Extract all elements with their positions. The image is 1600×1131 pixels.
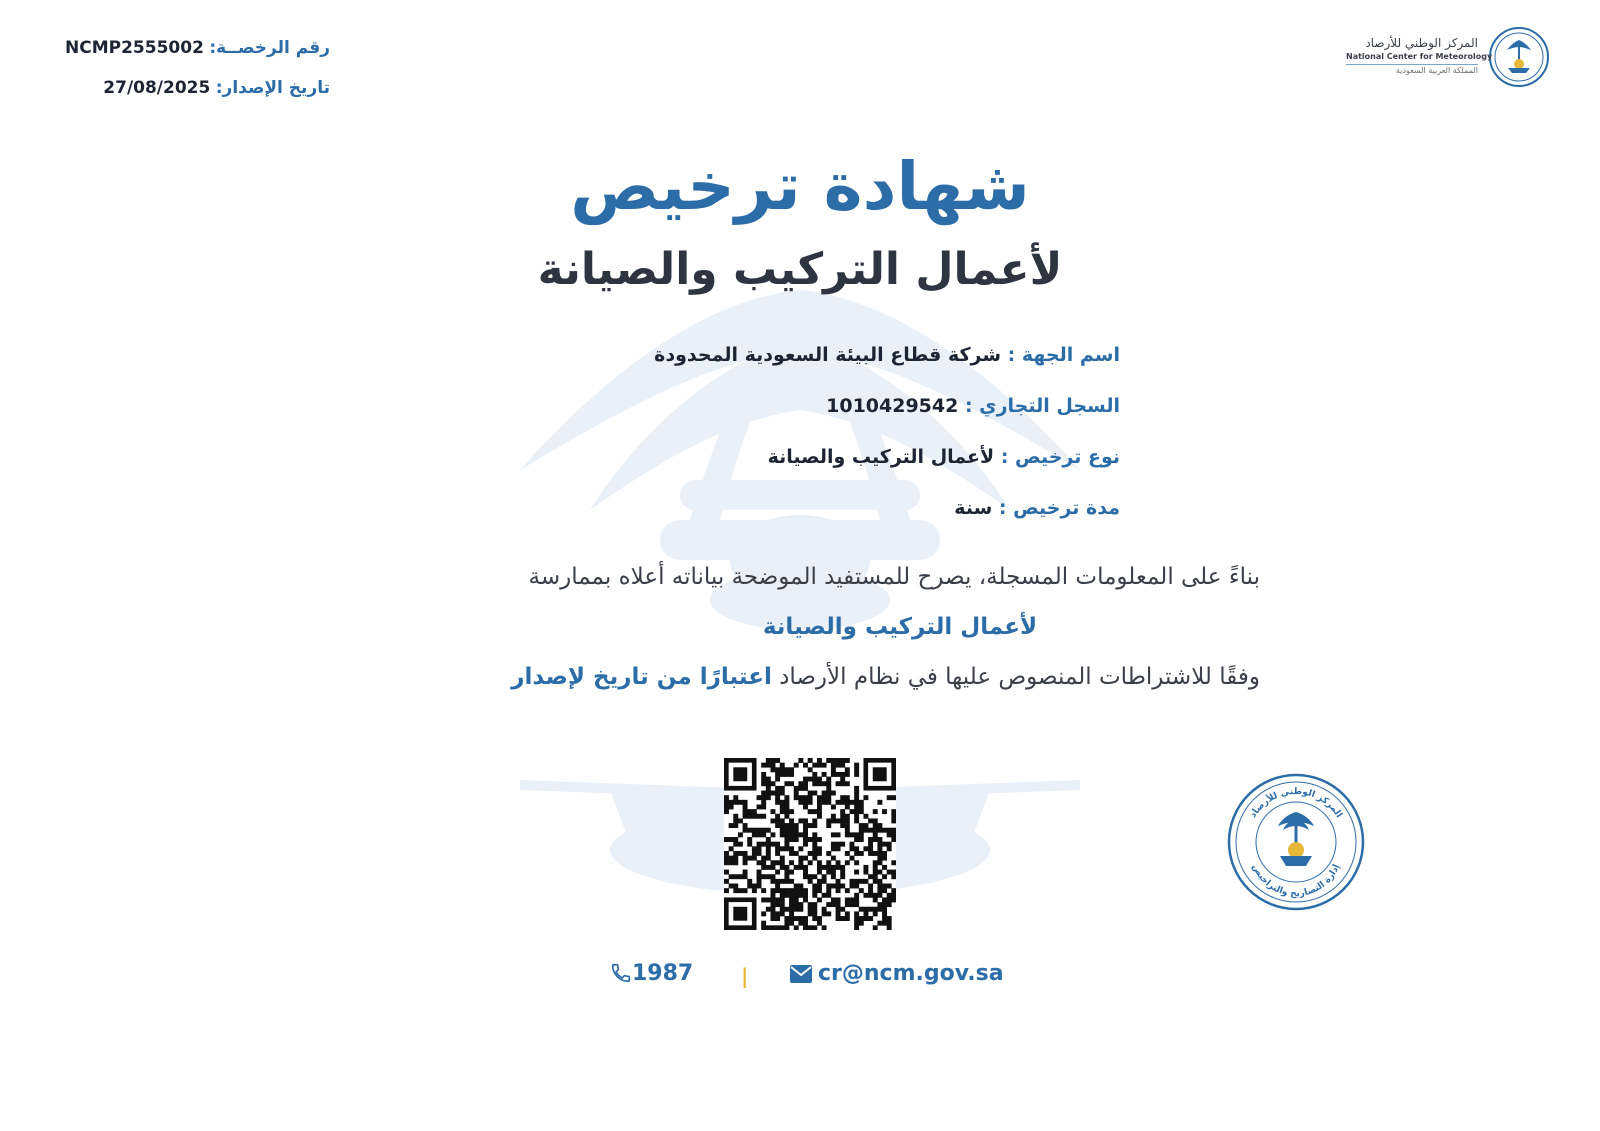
detail-row-commercial-register <box>560 391 1120 442</box>
phone-contact[interactable] <box>610 958 693 990</box>
issue-date-label: تاريخ الإصدار: <box>215 78 330 98</box>
authorization-statement <box>320 560 1260 710</box>
statement-line-2: لأعمال التركيب والصيانة <box>762 614 1038 640</box>
email-address: cr@ncm.gov.sa <box>818 961 1004 986</box>
statement-line-1: بناءً على المعلومات المسجلة، يصرح للمستفيد الموضحة بياناته أعلاه بممارسة <box>528 564 1260 590</box>
contact-info <box>610 958 1010 994</box>
stamp-text-top: المركز الوطني للأرصاد <box>1248 786 1344 820</box>
detail-label: مدة ترخيص : <box>998 497 1120 519</box>
detail-label: نوع ترخيص : <box>1000 446 1120 468</box>
statement-line-3-bold: اعتبارًا من تاريخ لإصدار <box>511 664 772 690</box>
statement-line-3-prefix: وفقًا للاشتراطات المنصوص عليها في نظام الأرصاد <box>779 664 1260 690</box>
stamp-text-bottom: إدارة التصاريح والتراخيص <box>1249 862 1343 900</box>
detail-row-entity <box>560 340 1120 391</box>
permits-stamp <box>1226 772 1366 912</box>
logo-name-ar: المركز الوطني للأرصاد <box>1365 36 1478 50</box>
detail-value: 1010429542 <box>826 395 959 417</box>
logo-country-ar: المملكة العربية السعودية <box>1395 66 1478 75</box>
certificate-subtitle: لأعمال التركيب والصيانة <box>537 244 1063 295</box>
palm-emblem-icon <box>1488 26 1550 88</box>
email-contact[interactable] <box>790 958 1004 990</box>
detail-value: شركة قطاع البيئة السعودية المحدودة <box>654 344 1002 366</box>
phone-number: 1987 <box>632 961 694 986</box>
logo-name-en: National Center for Meteorology <box>1346 51 1478 65</box>
ncm-logo <box>1340 26 1550 90</box>
contact-divider: | <box>741 964 749 988</box>
issue-date-row <box>40 74 330 114</box>
certificate-details <box>560 340 1120 544</box>
qr-code[interactable] <box>724 758 896 930</box>
detail-row-license-type <box>560 442 1120 493</box>
detail-label: السجل التجاري : <box>964 395 1120 417</box>
license-number-label: رقم الرخصــة: <box>209 38 330 58</box>
detail-row-license-duration <box>560 493 1120 544</box>
license-number-row <box>40 34 330 74</box>
palm-emblem-icon <box>1278 812 1314 866</box>
license-meta <box>40 34 330 114</box>
certificate-title: شهادة ترخيص <box>570 148 1030 225</box>
logo-text <box>1346 36 1493 77</box>
detail-value: سنة <box>954 497 993 519</box>
statement-line-3 <box>320 660 1260 710</box>
phone-icon <box>610 962 632 984</box>
envelope-icon <box>790 965 812 983</box>
detail-label: اسم الجهة : <box>1007 344 1120 366</box>
license-number: NCMP2555002 <box>65 38 204 58</box>
detail-value: لأعمال التركيب والصيانة <box>767 446 995 468</box>
issue-date: 27/08/2025 <box>103 78 211 98</box>
svg-text:إدارة التصاريح والتراخيص <box>1250 863 1342 899</box>
